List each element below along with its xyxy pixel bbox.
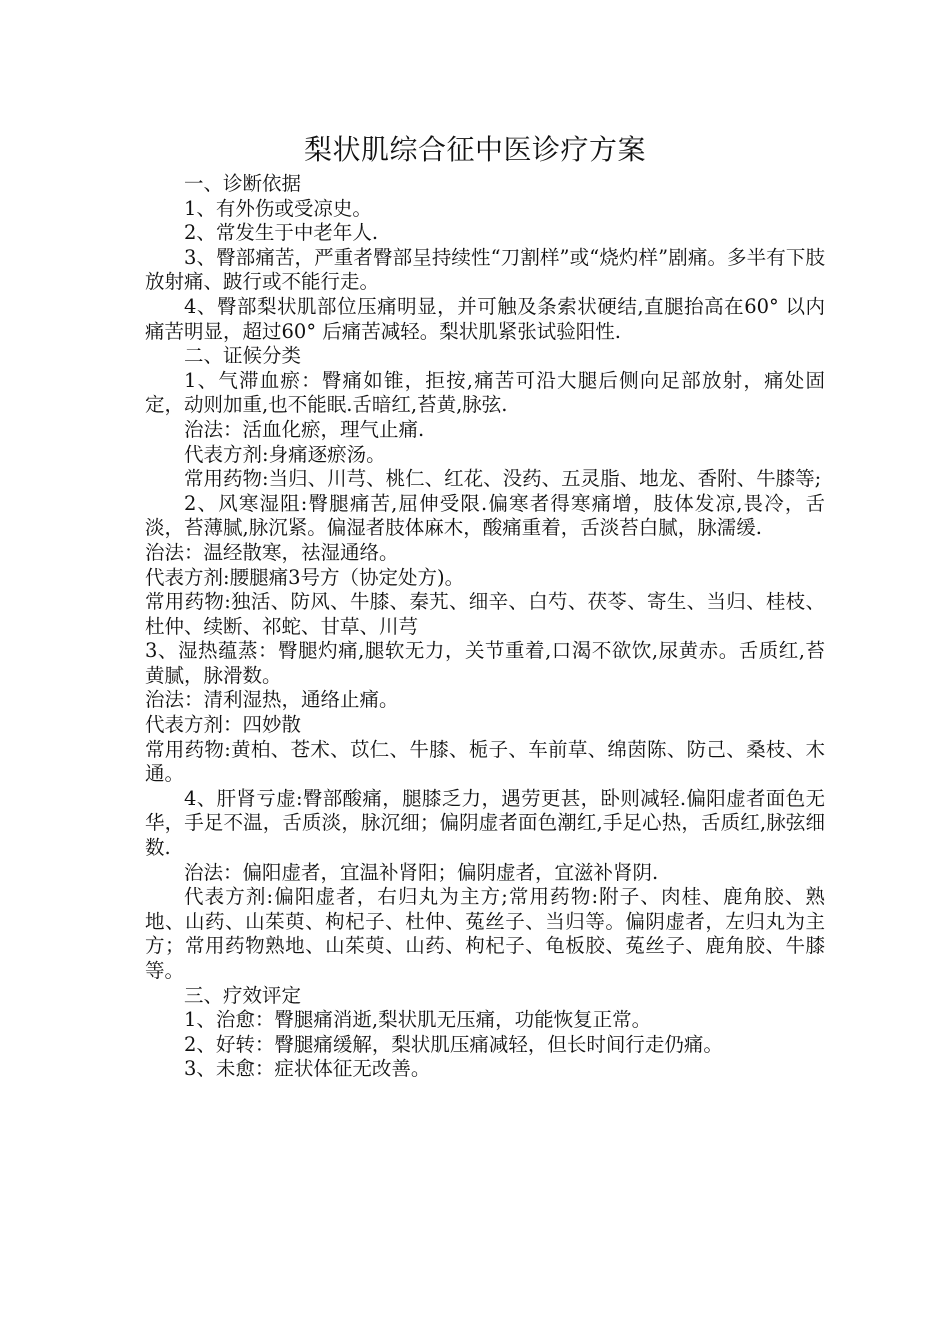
document-paragraph: 常用药物:独活、防风、牛膝、秦艽、细辛、白芍、茯苓、寄生、当归、桂枝、杜仲、续断、祁蛇、甘草、川芎 (145, 590, 825, 638)
document-paragraph: 代表方剂:腰腿痛3号方（协定处方)。 (145, 565, 465, 589)
document-paragraph: 一、诊断依据 (184, 172, 302, 195)
document-paragraph: 3、湿热蕴蒸：臀腿灼痛,腿软无力，关节重着,口渴不欲饮,尿黄赤。舌质红,苔黄腻，脉滑数。 (145, 639, 825, 687)
document-body (145, 172, 825, 1082)
document-paragraph: 代表方剂:偏阳虚者，右归丸为主方;常用药物:附子、肉桂、鹿角胶、熟地、山药、山茱萸、枸杞子、杜仲、菟丝子、当归等。偏阴虚者，左归丸为主方；常用药物熟地、山茱萸、山药、枸杞子、龟板胶、菟丝子、鹿角胶、牛膝等。 (145, 885, 825, 982)
document-paragraph: 治法：偏阳虚者，宜温补肾阳；偏阴虚者，宜滋补肾阴. (184, 860, 659, 884)
document-paragraph: 3、臀部痛苦，严重者臀部呈持续性“刀割样”或“烧灼样”剧痛。多半有下肢放射痛、跛行或不能行走。 (145, 245, 825, 294)
document-paragraph: 治法：清利湿热，通络止痛。 (145, 688, 399, 712)
document-paragraph: 常用药物:黄柏、苍术、苡仁、牛膝、栀子、车前草、绵茵陈、防己、桑枝、木通。 (145, 737, 825, 786)
document-paragraph: 1、治愈：臀腿痛消逝,梨状肌无压痛，功能恢复正常。 (184, 1008, 652, 1032)
document-paragraph: 代表方剂：四妙散 (145, 713, 302, 737)
document-paragraph: 治法：活血化瘀，理气止痛. (184, 417, 425, 441)
document-paragraph: 1、有外伤或受凉史。 (184, 196, 372, 220)
document-paragraph: 2、常发生于中老年人. (184, 221, 379, 245)
document-paragraph: 4、肝肾亏虚:臀部酸痛，腿膝乏力，遇劳更甚，卧则减轻.偏阳虚者面色无华，手足不温，舌质淡，脉沉细；偏阴虚者面色潮红,手足心热，舌质红,脉弦细数. (145, 786, 825, 860)
document-paragraph: 治法：温经散寒，祛湿通络。 (145, 540, 399, 564)
document-paragraph: 2、好转：臀腿痛缓解，梨状肌压痛减轻，但长时间行走仍痛。 (184, 1032, 723, 1056)
document-paragraph: 1、气滞血瘀：臀痛如锥，拒按,痛苦可沿大腿后侧向足部放射，痛处固定，动则加重,也不能眠.舌暗红,苔黄,脉弦. (145, 368, 825, 417)
document-paragraph: 常用药物:当归、川芎、桃仁、红花、没药、五灵脂、地龙、香附、牛膝等; (184, 467, 822, 491)
document-paragraph: 二、证候分类 (184, 344, 302, 368)
document-paragraph: 三、疗效评定 (184, 983, 302, 1007)
document-title: 梨状肌综合征中医诊疗方案 (303, 133, 646, 166)
document-paragraph: 2、风寒湿阻:臀腿痛苦,屈伸受限.偏寒者得寒痛增，肢体发凉,畏冷，舌淡，苔薄腻,脉沉紧。偏湿者肢体麻木，酸痛重着，舌淡苔白腻，脉濡缓. (145, 491, 825, 540)
document-paragraph: 代表方剂:身痛逐瘀汤。 (184, 442, 386, 466)
document-paragraph: 3、未愈：症状体征无改善。 (184, 1057, 431, 1081)
document-paragraph: 4、臀部梨状肌部位压痛明显，并可触及条索状硬结,直腿抬高在60° 以内痛苦明显，超过60° 后痛苦减轻。梨状肌紧张试验阳性. (145, 294, 825, 343)
